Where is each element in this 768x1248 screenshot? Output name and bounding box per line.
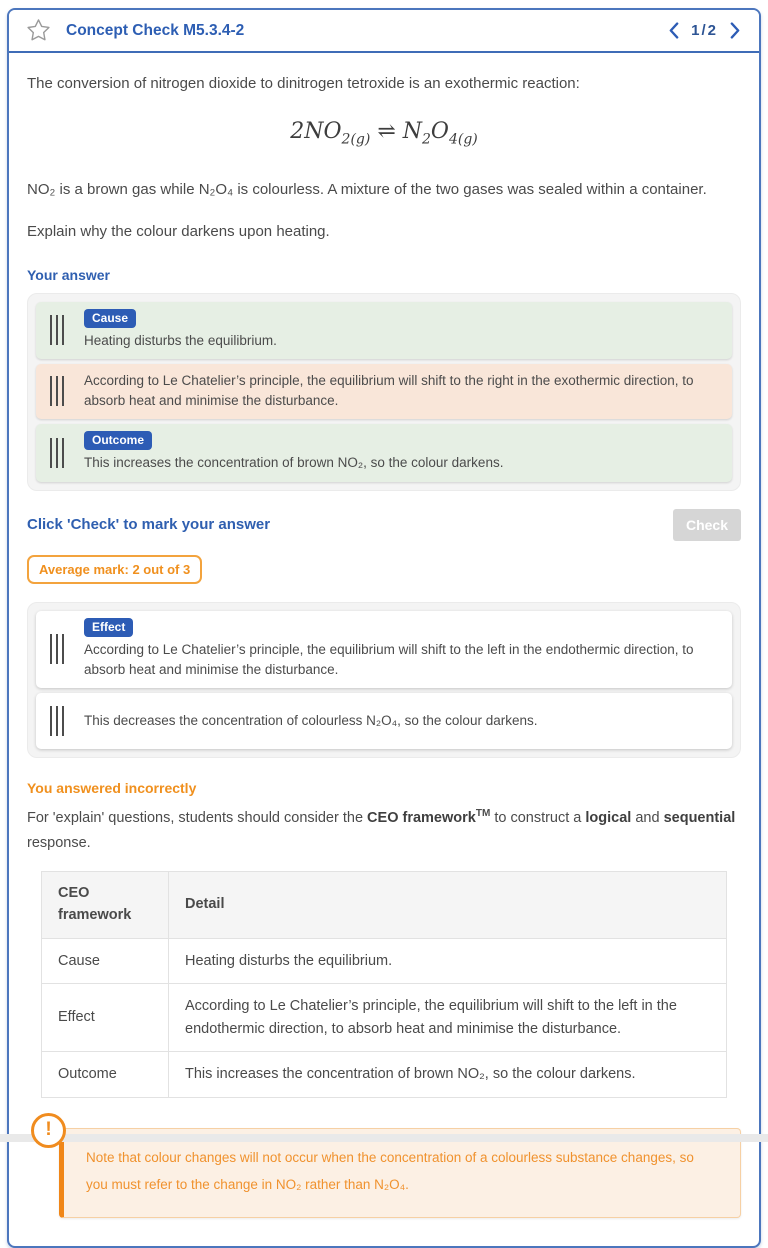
result-message: You answered incorrectly xyxy=(27,780,197,797)
chemical-equation xyxy=(27,119,741,147)
answer-block-cause[interactable] xyxy=(36,302,732,359)
pagination xyxy=(666,20,743,41)
solution-block-body xyxy=(84,711,718,731)
concept-check-card xyxy=(7,8,761,1248)
drag-handle-icon[interactable] xyxy=(50,634,64,664)
question-prompt: Explain why the colour darkens upon heating. xyxy=(27,222,330,240)
chevron-right-icon[interactable] xyxy=(727,20,743,41)
sequential-term: sequential xyxy=(663,809,736,826)
warning-exclamation-icon xyxy=(31,1113,66,1148)
equation-subscript: 2(g) xyxy=(341,131,371,148)
explanation-text: to construct a xyxy=(490,809,586,826)
table-row-outcome xyxy=(42,1052,727,1097)
solution-block-effect[interactable] xyxy=(36,611,732,689)
solution-block-outcome[interactable] xyxy=(36,693,732,749)
detail-cell: According to Le Chatelier’s principle, the equilibrium will shift to the left in the endothermic direction, to absorb heat and minimise the disturbance. xyxy=(169,984,727,1052)
check-row xyxy=(27,509,741,541)
logical-term: logical xyxy=(585,809,632,826)
ceo-framework-table xyxy=(41,871,727,1097)
ceo-framework-term: CEO framework xyxy=(367,809,476,826)
table-row-cause xyxy=(42,938,727,983)
bottom-strip xyxy=(0,1134,768,1142)
effect-badge: Effect xyxy=(84,618,133,637)
outcome-badge: Outcome xyxy=(84,431,152,450)
framework-cell: Cause xyxy=(42,938,169,983)
check-instruction: Click 'Check' to mark your answer xyxy=(27,516,271,534)
feedback-explanation xyxy=(27,805,741,855)
framework-cell: Effect xyxy=(42,984,169,1052)
explanation-text: For 'explain' questions, students should consider the xyxy=(27,809,368,826)
explanation-text: response. xyxy=(27,834,91,851)
equation-subscript: 4(g) xyxy=(448,131,478,148)
drag-handle-icon[interactable] xyxy=(50,376,64,406)
framework-header-cell: CEO framework xyxy=(42,872,169,939)
drag-handle-icon[interactable] xyxy=(50,315,64,345)
question-intro: The conversion of nitrogen dioxide to dinitrogen tetroxide is an exothermic reaction: xyxy=(27,75,580,92)
card-content xyxy=(9,53,759,1246)
solution-text: According to Le Chatelier’s principle, the equilibrium will shift to the left in the endothermic direction, to absorb heat and minimise the disturbance. xyxy=(84,641,694,677)
framework-cell: Outcome xyxy=(42,1052,169,1097)
cause-badge: Cause xyxy=(84,309,136,328)
card-title: Concept Check M5.3.4-2 xyxy=(66,21,245,39)
detail-cell: This increases the concentration of brown NO₂, so the colour darkens. xyxy=(169,1052,727,1097)
answer-text: Heating disturbs the equilibrium. xyxy=(84,332,277,348)
check-button[interactable]: Check xyxy=(673,509,741,541)
your-answer-label: Your answer xyxy=(27,266,110,283)
chevron-left-icon[interactable] xyxy=(666,20,682,41)
detail-cell: Heating disturbs the equilibrium. xyxy=(169,938,727,983)
drag-handle-icon[interactable] xyxy=(50,706,64,736)
trademark-sup: TM xyxy=(475,808,491,820)
average-mark-badge: Average mark: 2 out of 3 xyxy=(27,555,202,584)
favorite-star-icon[interactable] xyxy=(25,17,52,44)
your-answer-area xyxy=(27,293,741,491)
exclamation-glyph: ! xyxy=(45,1119,52,1141)
answer-text: According to Le Chatelier’s principle, the equilibrium will shift to the right in the exothermic direction, to absorb heat and minimise the disturbance. xyxy=(84,372,694,409)
equation-part: O xyxy=(430,118,449,144)
solution-block-body xyxy=(84,618,718,681)
equilibrium-arrows: ⇌ N xyxy=(370,118,422,144)
drag-handle-icon[interactable] xyxy=(50,438,64,468)
equation-part: 2NO xyxy=(290,118,342,144)
question-description: NO₂ is a brown gas while N₂O₄ is colourless. A mixture of the two gases was sealed within a container. xyxy=(27,181,707,199)
solution-text: This decreases the concentration of colourless N₂O₄, so the colour darkens. xyxy=(84,713,538,729)
answer-text: This increases the concentration of brown NO₂, so the colour darkens. xyxy=(84,455,504,471)
model-answer-area xyxy=(27,602,741,759)
answer-block-body xyxy=(84,371,718,412)
answer-block-effect[interactable] xyxy=(36,364,732,420)
explanation-text: and xyxy=(631,809,664,826)
answer-block-body xyxy=(84,431,718,473)
warning-text: Note that colour changes will not occur when the concentration of a colourless substance changes, so you must refer to the change in NO₂ rather than N₂O₄. xyxy=(86,1149,694,1192)
answer-block-body xyxy=(84,309,718,351)
table-header-row xyxy=(42,872,727,939)
table-row-effect xyxy=(42,984,727,1052)
card-header xyxy=(9,10,759,53)
equation-subscript: 2 xyxy=(422,131,431,148)
page-indicator: 1/2 xyxy=(691,22,718,39)
detail-header-cell: Detail xyxy=(169,872,727,939)
answer-block-outcome[interactable] xyxy=(36,424,732,481)
